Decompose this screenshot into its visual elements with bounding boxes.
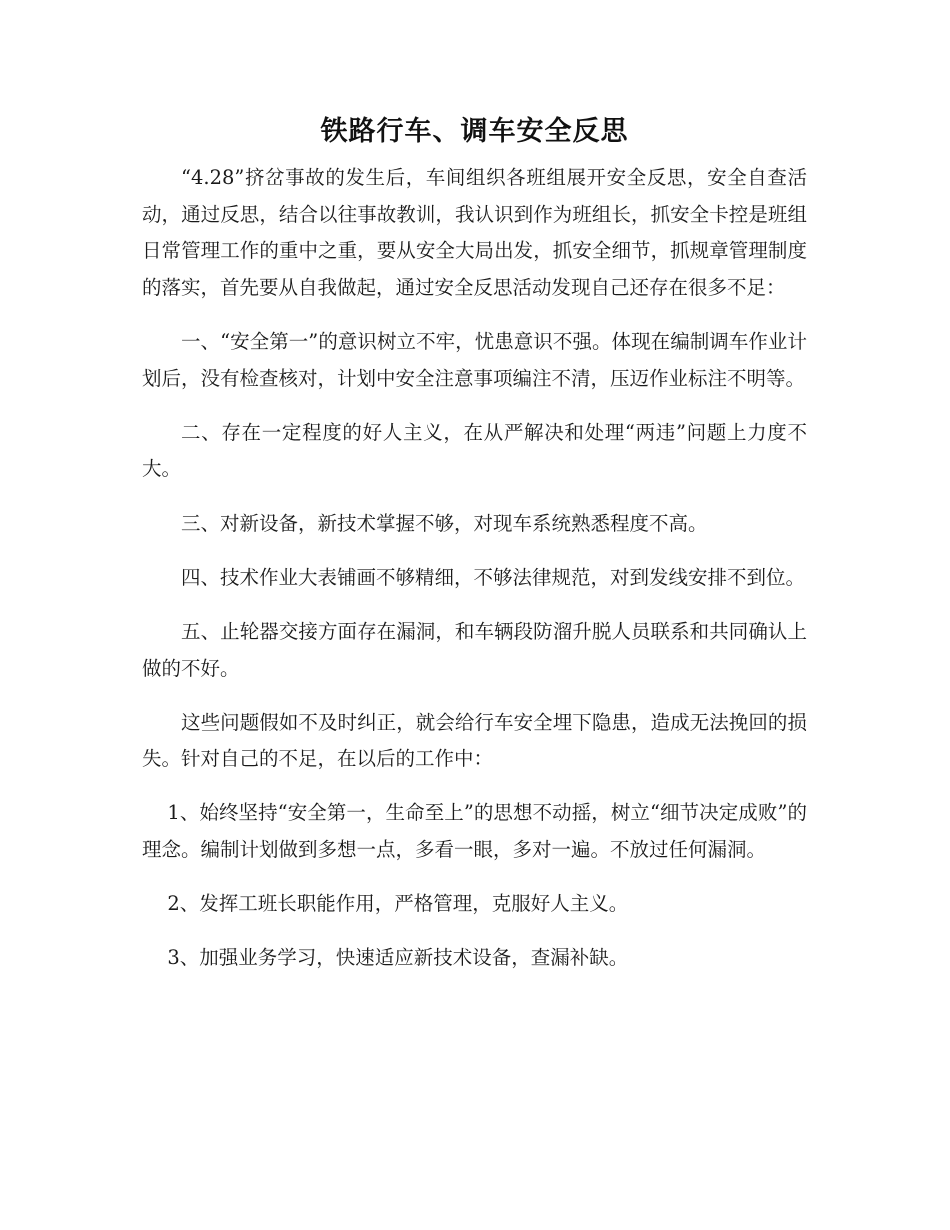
issue-paragraph-5: 五、止轮器交接方面存在漏洞，和车辆段防溜升脱人员联系和共同确认上做的不好。	[142, 619, 807, 680]
transition-paragraph: 这些问题假如不及时纠正，就会给行车安全埋下隐患，造成无法挽回的损失。针对自己的不足，在以后的工作中：	[142, 710, 807, 771]
measure-item-3: 3、加强业务学习，快速适应新技术设备，查漏补缺。	[167, 946, 629, 970]
intro-paragraph: “4.28”挤岔事故的发生后，车间组织各班组展开安全反思，安全自查活动，通过反思，结合以往事故教训，我认识到作为班组长，抓安全卡控是班组日常管理工作的重中之重，要从安全大局出发，抓安全细节，抓规章管理制度的落实，首先要从自我做起，通过安全反思活动发现自己还存在很多不足：	[142, 166, 807, 299]
measure-item-1: 1、始终坚持“安全第一，生命至上”的思想不动摇，树立“细节决定成败”的理念。编制计划做到多想一点，多看一眼，多对一遍。不放过任何漏洞。	[142, 801, 807, 862]
issue-paragraph-4: 四、技术作业大表铺画不够精细，不够法律规范，对到发线安排不到位。	[181, 565, 806, 589]
measure-item-2: 2、发挥工班长职能作用，严格管理，克服好人主义。	[167, 892, 629, 916]
document-title: 铁路行车、调车安全反思	[320, 116, 629, 147]
issue-paragraph-2: 二、存在一定程度的好人主义，在从严解决和处理“两违”问题上力度不大。	[142, 420, 807, 481]
issue-paragraph-3: 三、对新设备，新技术掌握不够，对现车系统熟悉程度不高。	[181, 511, 708, 535]
document-body	[142, 112, 807, 995]
issue-paragraph-1: 一、“安全第一”的意识树立不牢，忧患意识不强。体现在编制调车作业计划后，没有检查核对，计划中安全注意事项编注不清，压迈作业标注不明等。	[142, 329, 807, 390]
